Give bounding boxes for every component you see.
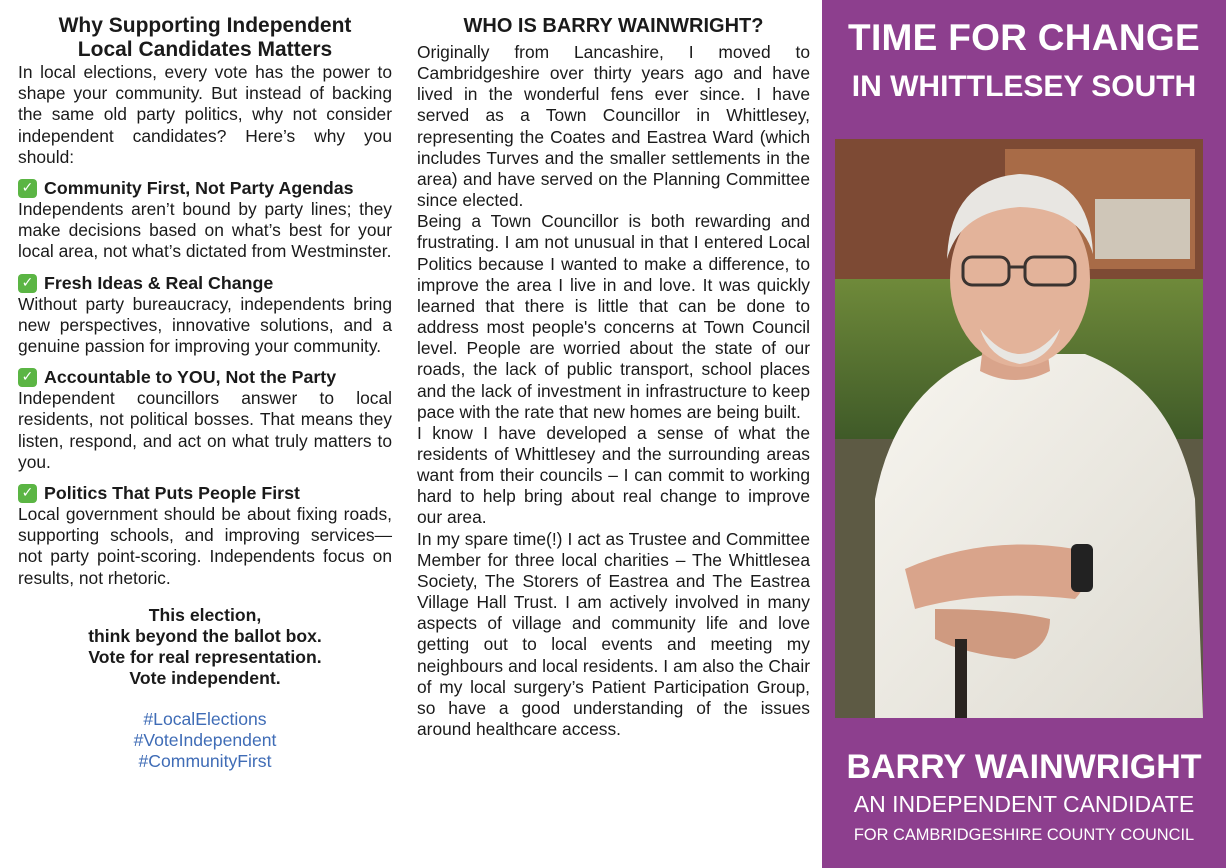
- point-community-first: [18, 178, 392, 263]
- checkmark-icon: ✓: [18, 179, 37, 198]
- hashtag-local-elections: #LocalElections: [143, 708, 267, 729]
- campaign-subtitle: IN WHITTLESEY SOUTH: [851, 70, 1197, 103]
- candidate-panel: [822, 0, 1226, 868]
- biography-paragraph: In my spare time(!) I act as Trustee and Committee Member for three local charities – The Whittlesea Society, The Storers of Eastrea and The Eastrea Village Hall Trust. I am actively involved in many aspects of village and community life and love getting out to local events and meeting my neighbours and local residents. I am also the Chair of my local surgery’s Patient Participation Group, so have a good understanding of the issues around healthcare access.: [417, 528, 810, 739]
- point-title: Fresh Ideas & Real Change: [44, 272, 274, 293]
- point-title: Politics That Puts People First: [44, 483, 300, 504]
- point-title: Accountable to YOU, Not the Party: [44, 367, 337, 388]
- left-title: [18, 14, 392, 62]
- point-people-first: [18, 483, 392, 589]
- point-text: Independents aren’t bound by party lines; they make decisions based on what’s best for your local area, not what’s dictated from Westminster.: [18, 199, 392, 262]
- biography-paragraph: I know I have developed a sense of what the residents of Whittlesey and the surrounding areas want from their councils – I can commit to working hard to help bring about real change to improve our area.: [417, 422, 810, 528]
- hashtags: [18, 709, 392, 772]
- candidate-office: FOR CAMBRIDGESHIRE COUNTY COUNCIL: [853, 826, 1195, 844]
- cta-line: This election,: [148, 604, 262, 625]
- point-text: Without party bureaucracy, independents bring new perspectives, innovative solutions, and a genuine passion for improving your community.: [18, 293, 392, 357]
- candidate-name: BARRY WAINWRIGHT: [846, 748, 1202, 786]
- middle-column: [417, 14, 810, 740]
- checkmark-icon: ✓: [18, 484, 37, 503]
- hashtag-vote-independent: #VoteIndependent: [133, 729, 277, 750]
- point-text: Independent councillors answer to local residents, not political bosses. That means they listen, respond, and act on what truly matters to you.: [18, 388, 392, 472]
- campaign-title: TIME FOR CHANGE: [848, 17, 1200, 58]
- biography-title: WHO IS BARRY WAINWRIGHT?: [463, 15, 764, 37]
- point-text: Local government should be about fixing roads, supporting schools, and improving services—not party point-scoring. Independents focus on results, not rhetoric.: [18, 504, 392, 588]
- cta-line: Vote independent.: [129, 667, 281, 688]
- intro-paragraph: In local elections, every vote has the power to shape your community. But instead of backing the same old party politics, why not consider independent candidates? Here’s why you should:: [18, 62, 392, 167]
- checkmark-icon: ✓: [18, 368, 37, 387]
- call-to-action: [18, 605, 392, 689]
- point-title: Community First, Not Party Agendas: [44, 178, 354, 199]
- cta-line: think beyond the ballot box.: [88, 625, 322, 646]
- point-accountable: [18, 367, 392, 473]
- candidate-photo: [835, 139, 1203, 718]
- checkmark-icon: ✓: [18, 274, 37, 293]
- point-fresh-ideas: [18, 273, 392, 358]
- left-title-line-1: Why Supporting Independent: [58, 14, 352, 37]
- hashtag-community-first: #CommunityFirst: [138, 750, 272, 771]
- biography-paragraph: Originally from Lancashire, I moved to Cambridgeshire over thirty years ago and have lived in the wonderful fens ever since. I have served as a Town Councillor in Whittlesey, representing the Coates and Eastrea Ward (which includes Turves and the smaller settlements in the area) and have served on the Planning Committee since elected.: [417, 42, 810, 211]
- cta-line: Vote for real representation.: [88, 646, 322, 667]
- biography-paragraph: Being a Town Councillor is both rewarding and frustrating. I am not unusual in that I entered Local Politics because I wanted to make a difference, to improve the area I live in and love. It was quickly learned that there is little that can be done to address most people's concerns at Town Council level. People are worried about the state of our roads, the lack of public transport, school places and the lack of investment in infrastructure to keep pace with the rate that new homes are being built.: [417, 211, 810, 422]
- left-column: [18, 14, 392, 772]
- left-title-line-2: Local Candidates Matters: [77, 38, 333, 61]
- candidate-role: AN INDEPENDENT CANDIDATE: [853, 791, 1195, 817]
